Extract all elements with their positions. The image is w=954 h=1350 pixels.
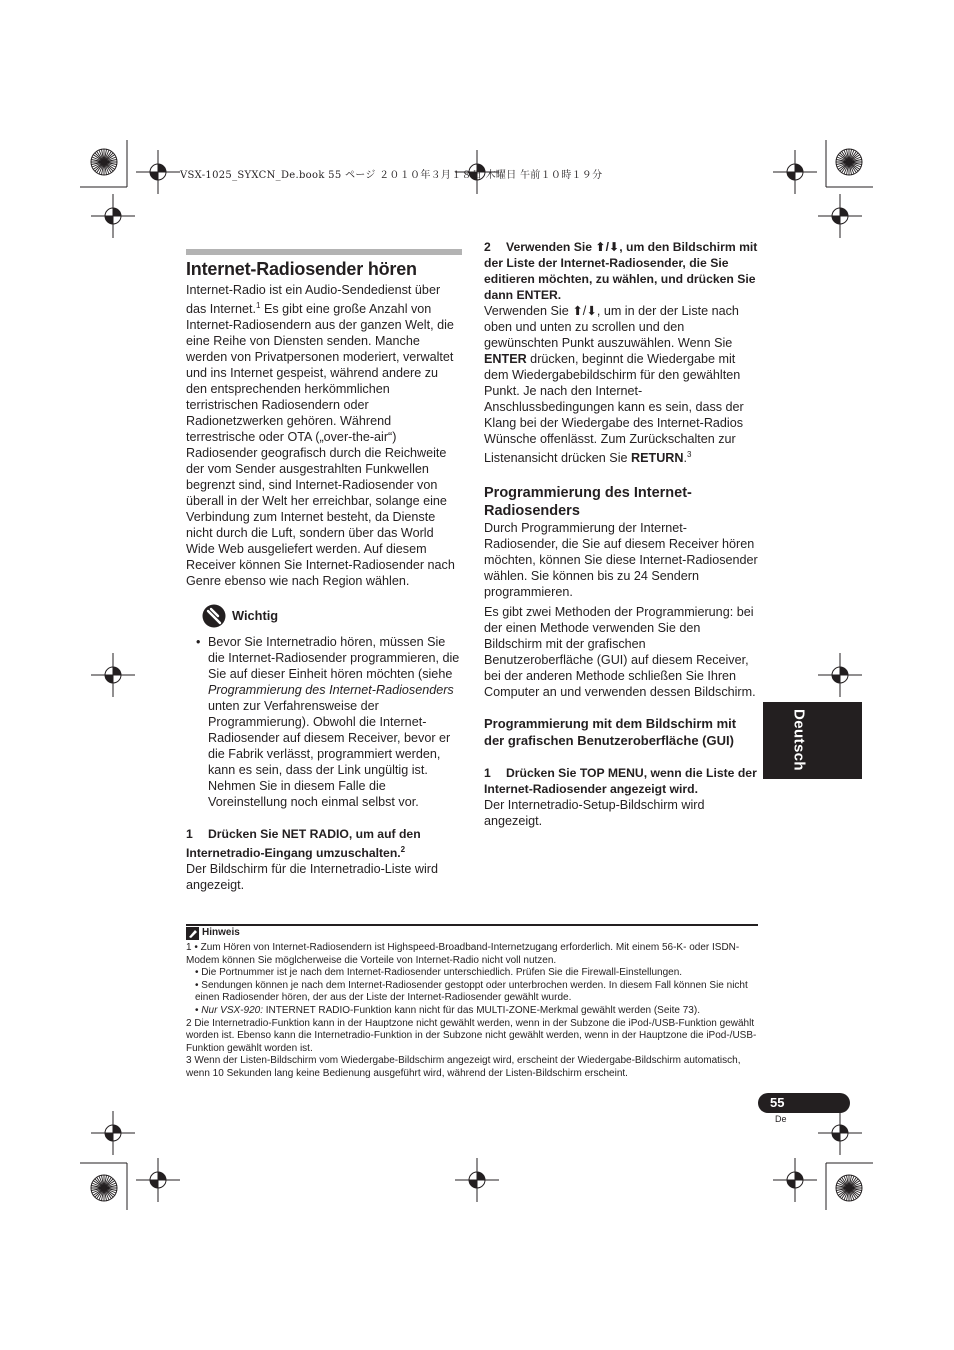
subsection-heading: Programmierung mit dem Bildschirm mit der grafischen Benutzeroberfläche (GUI) [484,716,737,749]
right-column [484,239,758,829]
important-bullet [186,634,462,810]
important-icon [202,604,226,628]
left-column [186,249,462,893]
footnote-label: Hinweis [202,927,240,939]
note-icon [186,927,199,940]
footnote-heading [186,927,758,940]
footnote-ref-2[interactable]: 2 [400,845,406,855]
step-2-title: 2 Verwenden Sie ⬆/⬇, um den Bildschirm mit der Liste der Internet-Radiosender, die Sie editieren möchten, zu wählen, und drücken Sie dann ENTER. [484,240,758,302]
important-note [186,604,462,810]
page-number: 55 [770,1095,785,1110]
page-number-badge [758,1093,850,1113]
footnote-1-item: • Sendungen können je nach dem Internet-Radiosender gestoppt oder unterbrochen werden. In diesem Fall können Sie nicht einen Radiosender hören, der aus der Liste der Internet-Radiosender gewählt wurde. [195,979,748,1004]
footnote-1-item: • Die Portnummer ist je nach dem Internet-Radiosender unterschiedlich. Prüfen Sie die Firewall-Einstellungen. [195,967,683,979]
page-title: Internet-Radiosender hören [186,259,417,279]
footnote-1-item: 1 • Zum Hören von Internet-Radiosendern ist Highspeed-Broadband-Internetzugang erforderlich. Mit einem 56-K- oder ISDN-Modem können Sie möglcherweise die Vorteile von Internet-Radio nicht voll nutzen. [186,942,740,966]
section-rule [186,249,462,255]
page-language: De [775,1114,787,1124]
gui-step-1-body: Der Internetradio-Setup-Bildschirm wird angezeigt. [484,798,705,829]
important-text: Bevor Sie Internetradio hören, müssen Sie die Internet-Radiosender programmieren, die Sie auf dieser Einheit hören möchten (siehe Programmierung des Internet-Radiosenders unten zur Verfahrensweise der Programmierung). Obwohl die Internet-Radiosender auf diesem Receiver, bevor er die Fabrik verlässt, programmiert werden, kann es sein, dass der Link ungültig ist. Nehmen Sie in diesem Falle die Voreinstellung noch einmal selbst vor. [208,635,460,810]
cross-reference-link[interactable]: Programmierung des Internet-Radiosenders [208,683,454,698]
footnotes [186,926,758,1081]
gui-step-1-title: 1 Drücken Sie TOP MENU, wenn die Liste der Internet-Radiosender angezeigt wird. [484,766,757,797]
language-tab-label: Deutsch [790,709,808,771]
file-info-header: VSX-1025_SYXCN_De.book 55 ページ ２０１０年３月１８日 木曜日 午前１０時１９分 [180,170,603,181]
section-heading: Programmierung des Internet-Radiosenders [484,485,692,520]
bullet-dot: • [196,635,201,650]
step-1 [186,826,462,893]
footnote-2: 2 Die Internetradio-Funktion kann in der Hauptzone nicht gewählt werden, wenn in der Subzone die iPod-/USB-Funktion gewählt worden ist. Ebenso kann die Internetradio-Funktion in der Subzone nicht gewählt werden, wenn in der Hauptzone die iPod-/USB-Funktion gewählt worden ist. [186,1017,757,1054]
step-1-body: Der Bildschirm für die Internetradio-Liste wird angezeigt. [186,862,438,893]
important-heading [186,604,462,628]
step-1-title: 1 Drücken Sie NET RADIO, um auf den Internetradio-Eingang umzuschalten.$^2$ [186,827,421,861]
step-2 [484,239,758,466]
footnote-ref-3[interactable]: 3 [687,450,692,459]
step-2-body: Verwenden Sie ⬆/⬇, um in der der Liste nach oben und unten zu scrollen und den gewünschten Punkt auszuwählen. Wenn Sie ENTER drücken, beginnt die Wiedergabe mit dem Wiedergabebildschirm für den gewählten Punkt. Je nach den Internet-Anschlussbedingungen kann es sein, dass der Klang bei der Wiedergabe des Internet-Radios Wünsche offenlässt. Zum Zurückschalten zur Listenansicht drücken Sie RETURN.$^3$ [484,304,744,466]
footnote-1-item: • Nur VSX-920: INTERNET RADIO-Funktion kann nicht für das MULTI-ZONE-Merkmal gewählt werden (Seite 73). [195,1004,700,1016]
intro-paragraph: Internet-Radio ist ein Audio-Sendedienst über das Internet.$^1$ Es gibt eine große Anzahl von Internet-Radiosendern aus der ganzen Welt, die eine Reihe von Diensten senden. Manche werden von Privatpersonen moderiert, verwaltet und ins Internet gespeist, während andere zu den entsprechenden herkömmlichen terristrischen Radiosendern oder Radionetzwerken gehören. Während terrestrische oder OTA („over-the-air“) Radiosender geografisch durch die Reichweite der vom Sender ausgestrahlten Funkwellen begrenzt sind, sind Internet-Radiosender von überall in der Welt her erreichbar, solange eine Verbindung zum Internet besteht, da Dienste nicht durch die Luft, sondern über das World Wide Web ausgeliefert werden. Auf diesem Receiver können Sie Internet-Radiosender nach Genre ebenso wie nach Region wählen. [186,283,455,589]
important-label: Wichtig [232,608,279,624]
footnote-ref-1[interactable]: 1 [256,301,261,310]
gui-step-1 [484,765,758,829]
section-paragraph-1: Durch Programmierung der Internet-Radiosender, die Sie auf diesem Receiver hören möchten, können Sie diese Internet-Radiosender wählen. Sie können bis zu 24 Sendern programmieren. [484,521,758,600]
section-paragraph-2: Es gibt zwei Methoden der Programmierung: bei der einen Methode verwenden Sie den Bildschirm mit der grafischen Benutzeroberfläche (GUI) auf diesem Receiver, bei der anderen Methode schließen Sie Ihren Computer an und verwenden dessen Bildschirm. [484,605,756,700]
footnote-3: 3 Wenn der Listen-Bildschirm vom Wiedergabe-Bildschirm angezeigt wird, erscheint der Wiedergabe-Bildschirm automatisch, wenn 10 Sekunden lang keine Bedienung ausgeführt wird, während der Listen-Bildschirm erscheint. [186,1055,741,1079]
language-tab [763,702,862,779]
